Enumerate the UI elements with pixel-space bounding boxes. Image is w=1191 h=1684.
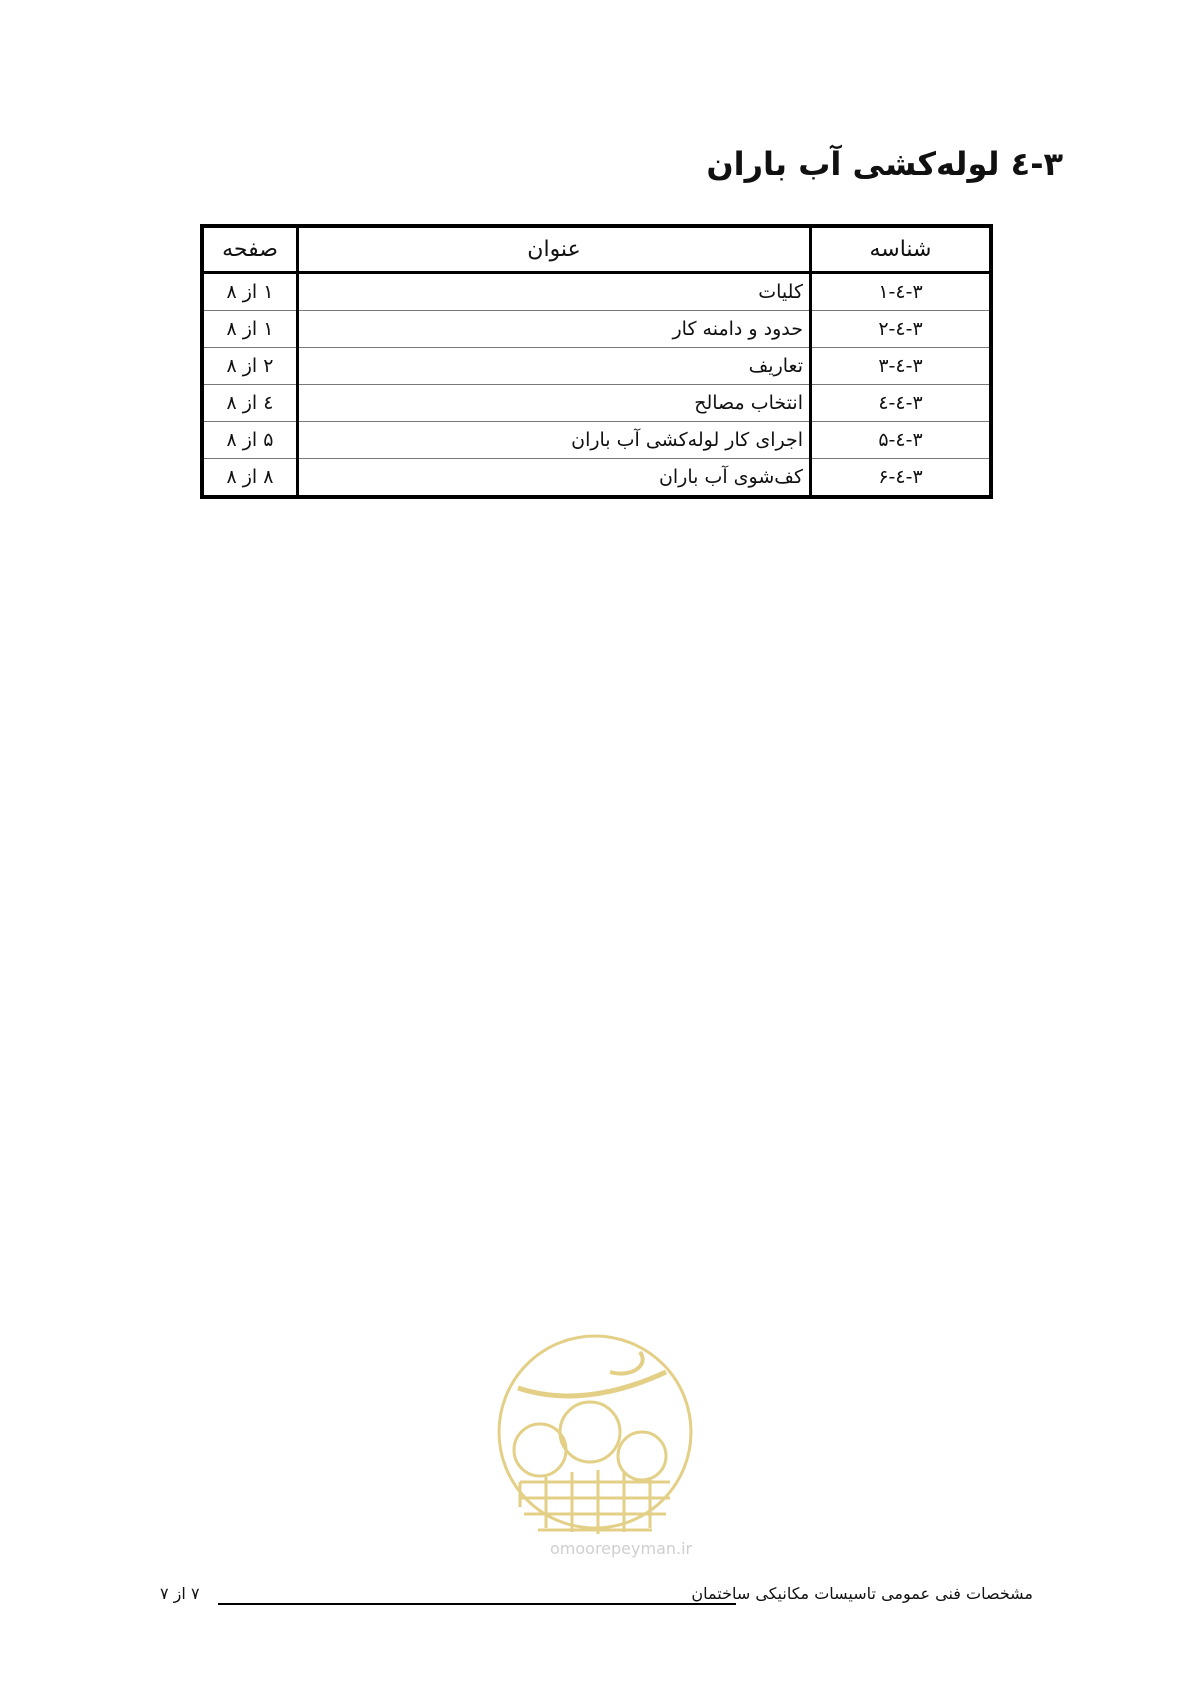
row-page: ۱ از ۸ [202,273,298,311]
row-id: ۳-٤-٤ [811,385,992,422]
row-page: ۸ از ۸ [202,459,298,498]
row-page: ۲ از ۸ [202,348,298,385]
header-title: عنوان [298,226,811,273]
row-page: ۱ از ۸ [202,311,298,348]
section-title: ۳-٤ لوله‌کشی آب باران [706,145,1063,183]
header-page: صفحه [202,226,298,273]
row-page: ۵ از ۸ [202,422,298,459]
row-title: تعاریف [298,348,811,385]
watermark-text: omoorepeyman.ir [550,1539,693,1558]
row-id: ۳-٤-۱ [811,273,992,311]
row-title: حدود و دامنه کار [298,311,811,348]
row-page: ٤ از ۸ [202,385,298,422]
row-id: ۳-٤-۳ [811,348,992,385]
row-id: ۳-٤-۶ [811,459,992,498]
watermark-seal-logo [490,1332,700,1562]
table-row [202,348,991,385]
contents-table [200,224,993,499]
footer-page-number: ۷ از ۷ [160,1584,200,1603]
row-id: ۳-٤-۵ [811,422,992,459]
row-title: اجرای کار لوله‌کشی آب باران [298,422,811,459]
table-row [202,459,991,498]
row-title: انتخاب مصالح [298,385,811,422]
header-id: شناسه [811,226,992,273]
table-row [202,311,991,348]
footer-document-name: مشخصات فنی عمومی تاسیسات مکانیکی ساختمان [691,1584,1033,1603]
row-title: کف‌شوی آب باران [298,459,811,498]
table-row [202,385,991,422]
row-title: کلیات [298,273,811,311]
table-header-row [202,226,991,273]
table-row [202,273,991,311]
row-id: ۳-٤-۲ [811,311,992,348]
footer-divider [218,1603,736,1605]
table-row [202,422,991,459]
